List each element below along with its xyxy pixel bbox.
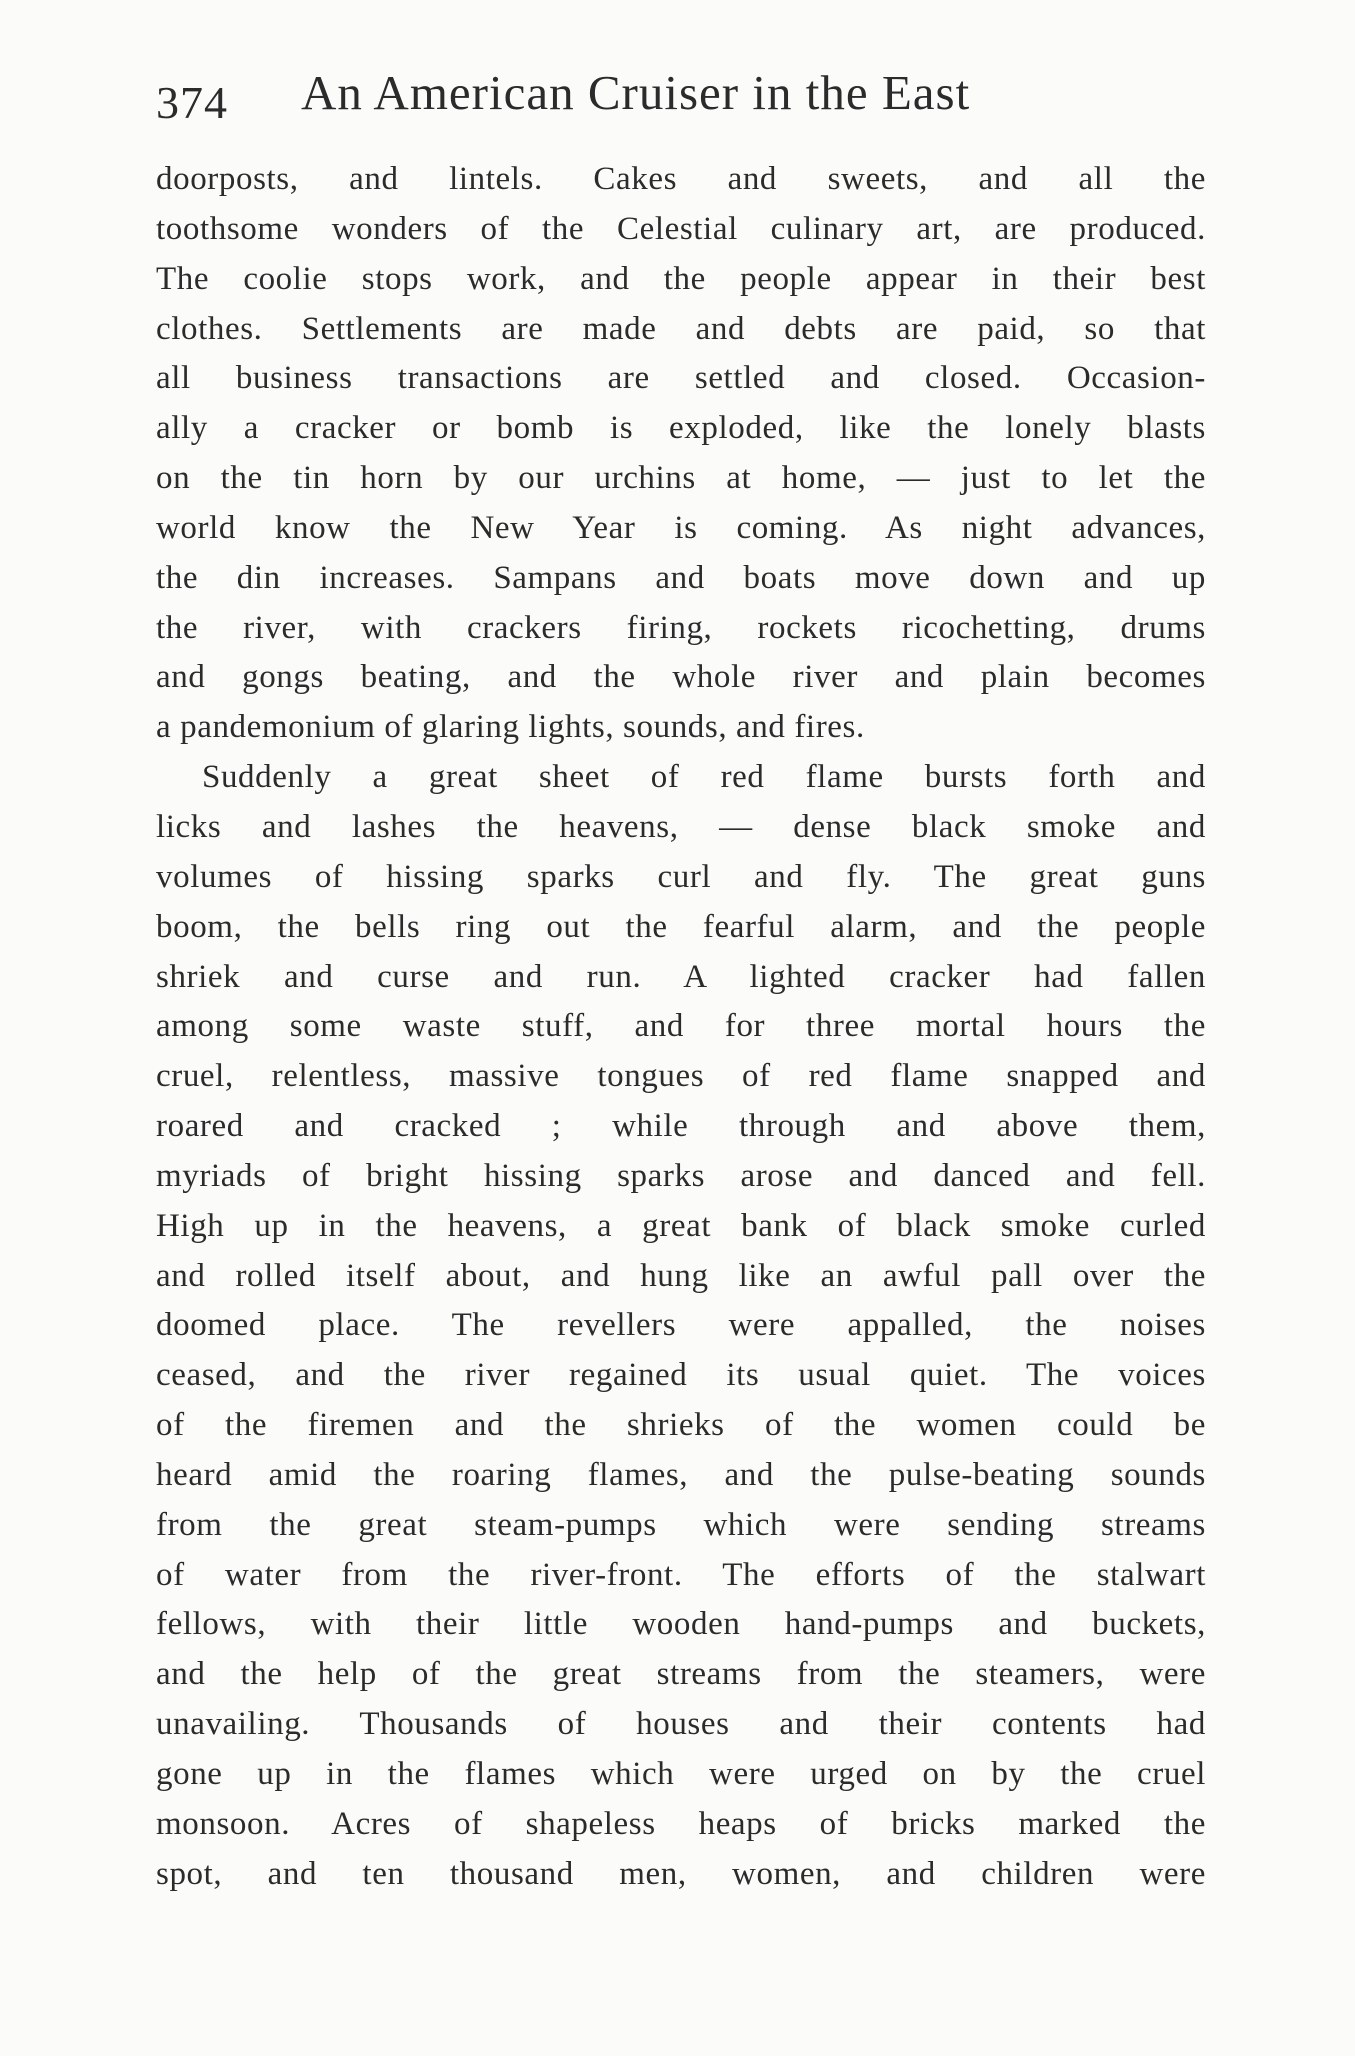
paragraph-last-line: a pandemonium of glaring lights, sounds, and fires. (156, 709, 865, 746)
text-line: spot, and ten thousand men, women, and children were (156, 1855, 1206, 1892)
text-line: roared and cracked ; while through and above them, (156, 1108, 1206, 1145)
text-line: fellows, with their little wooden hand-pumps and buckets, (156, 1606, 1206, 1643)
running-title: An American Cruiser in the East (301, 65, 971, 120)
text-line: unavailing. Thousands of houses and their contents had (156, 1706, 1206, 1743)
text-line: clothes. Settlements are made and debts are paid, so that (156, 310, 1206, 347)
text-line: on the tin horn by our urchins at home, — just to let the (156, 460, 1206, 497)
text-line: world know the New Year is coming. As night advances, (156, 509, 1206, 546)
text-line: volumes of hissing sparks curl and fly. The great guns (156, 858, 1206, 895)
text-line: gone up in the flames which were urged on by the cruel (156, 1756, 1206, 1792)
page-header (156, 58, 1206, 128)
text-line: myriads of bright hissing sparks arose and danced and fell. (156, 1157, 1206, 1194)
text-line: doomed place. The revellers were appalled, the noises (156, 1307, 1206, 1344)
paragraph-first-line: Suddenly a great sheet of red flame bursts forth and (202, 759, 1206, 796)
text-line: ally a cracker or bomb is exploded, like the lonely blasts (156, 410, 1206, 447)
body-text (156, 155, 1206, 1900)
text-line: the river, with crackers firing, rockets ricochetting, drums (156, 609, 1206, 646)
text-line: of the firemen and the shrieks of the women could be (156, 1407, 1206, 1444)
text-line: from the great steam-pumps which were sending streams (156, 1506, 1206, 1543)
text-line: licks and lashes the heavens, — dense black smoke and (156, 808, 1206, 845)
text-line: cruel, relentless, massive tongues of red flame snapped and (156, 1058, 1206, 1095)
text-line: monsoon. Acres of shapeless heaps of bricks marked the (156, 1805, 1206, 1842)
text-line: the din increases. Sampans and boats move down and up (156, 559, 1206, 596)
text-line: toothsome wonders of the Celestial culinary art, are produced. (156, 210, 1206, 247)
text-line: and gongs beating, and the whole river and plain becomes (156, 659, 1206, 696)
page-number: 374 (156, 77, 228, 128)
text-line: and rolled itself about, and hung like an awful pall over the (156, 1257, 1206, 1294)
text-line: and the help of the great streams from the steamers, were (156, 1656, 1206, 1693)
text-line: of water from the river-front. The efforts of the stalwart (156, 1556, 1206, 1593)
text-line: The coolie stops work, and the people appear in their best (156, 260, 1206, 297)
text-line: shriek and curse and run. A lighted cracker had fallen (156, 958, 1206, 995)
text-line: ceased, and the river regained its usual quiet. The voices (156, 1357, 1206, 1394)
text-line: heard amid the roaring flames, and the pulse-beating sounds (156, 1456, 1206, 1493)
text-line: among some waste stuff, and for three mortal hours the (156, 1008, 1206, 1045)
text-line: doorposts, and lintels. Cakes and sweets, and all the (156, 161, 1206, 197)
text-line: boom, the bells ring out the fearful alarm, and the people (156, 908, 1206, 945)
text-line: High up in the heavens, a great bank of black smoke curled (156, 1207, 1206, 1244)
text-line: all business transactions are settled and closed. Occasion- (156, 360, 1206, 397)
